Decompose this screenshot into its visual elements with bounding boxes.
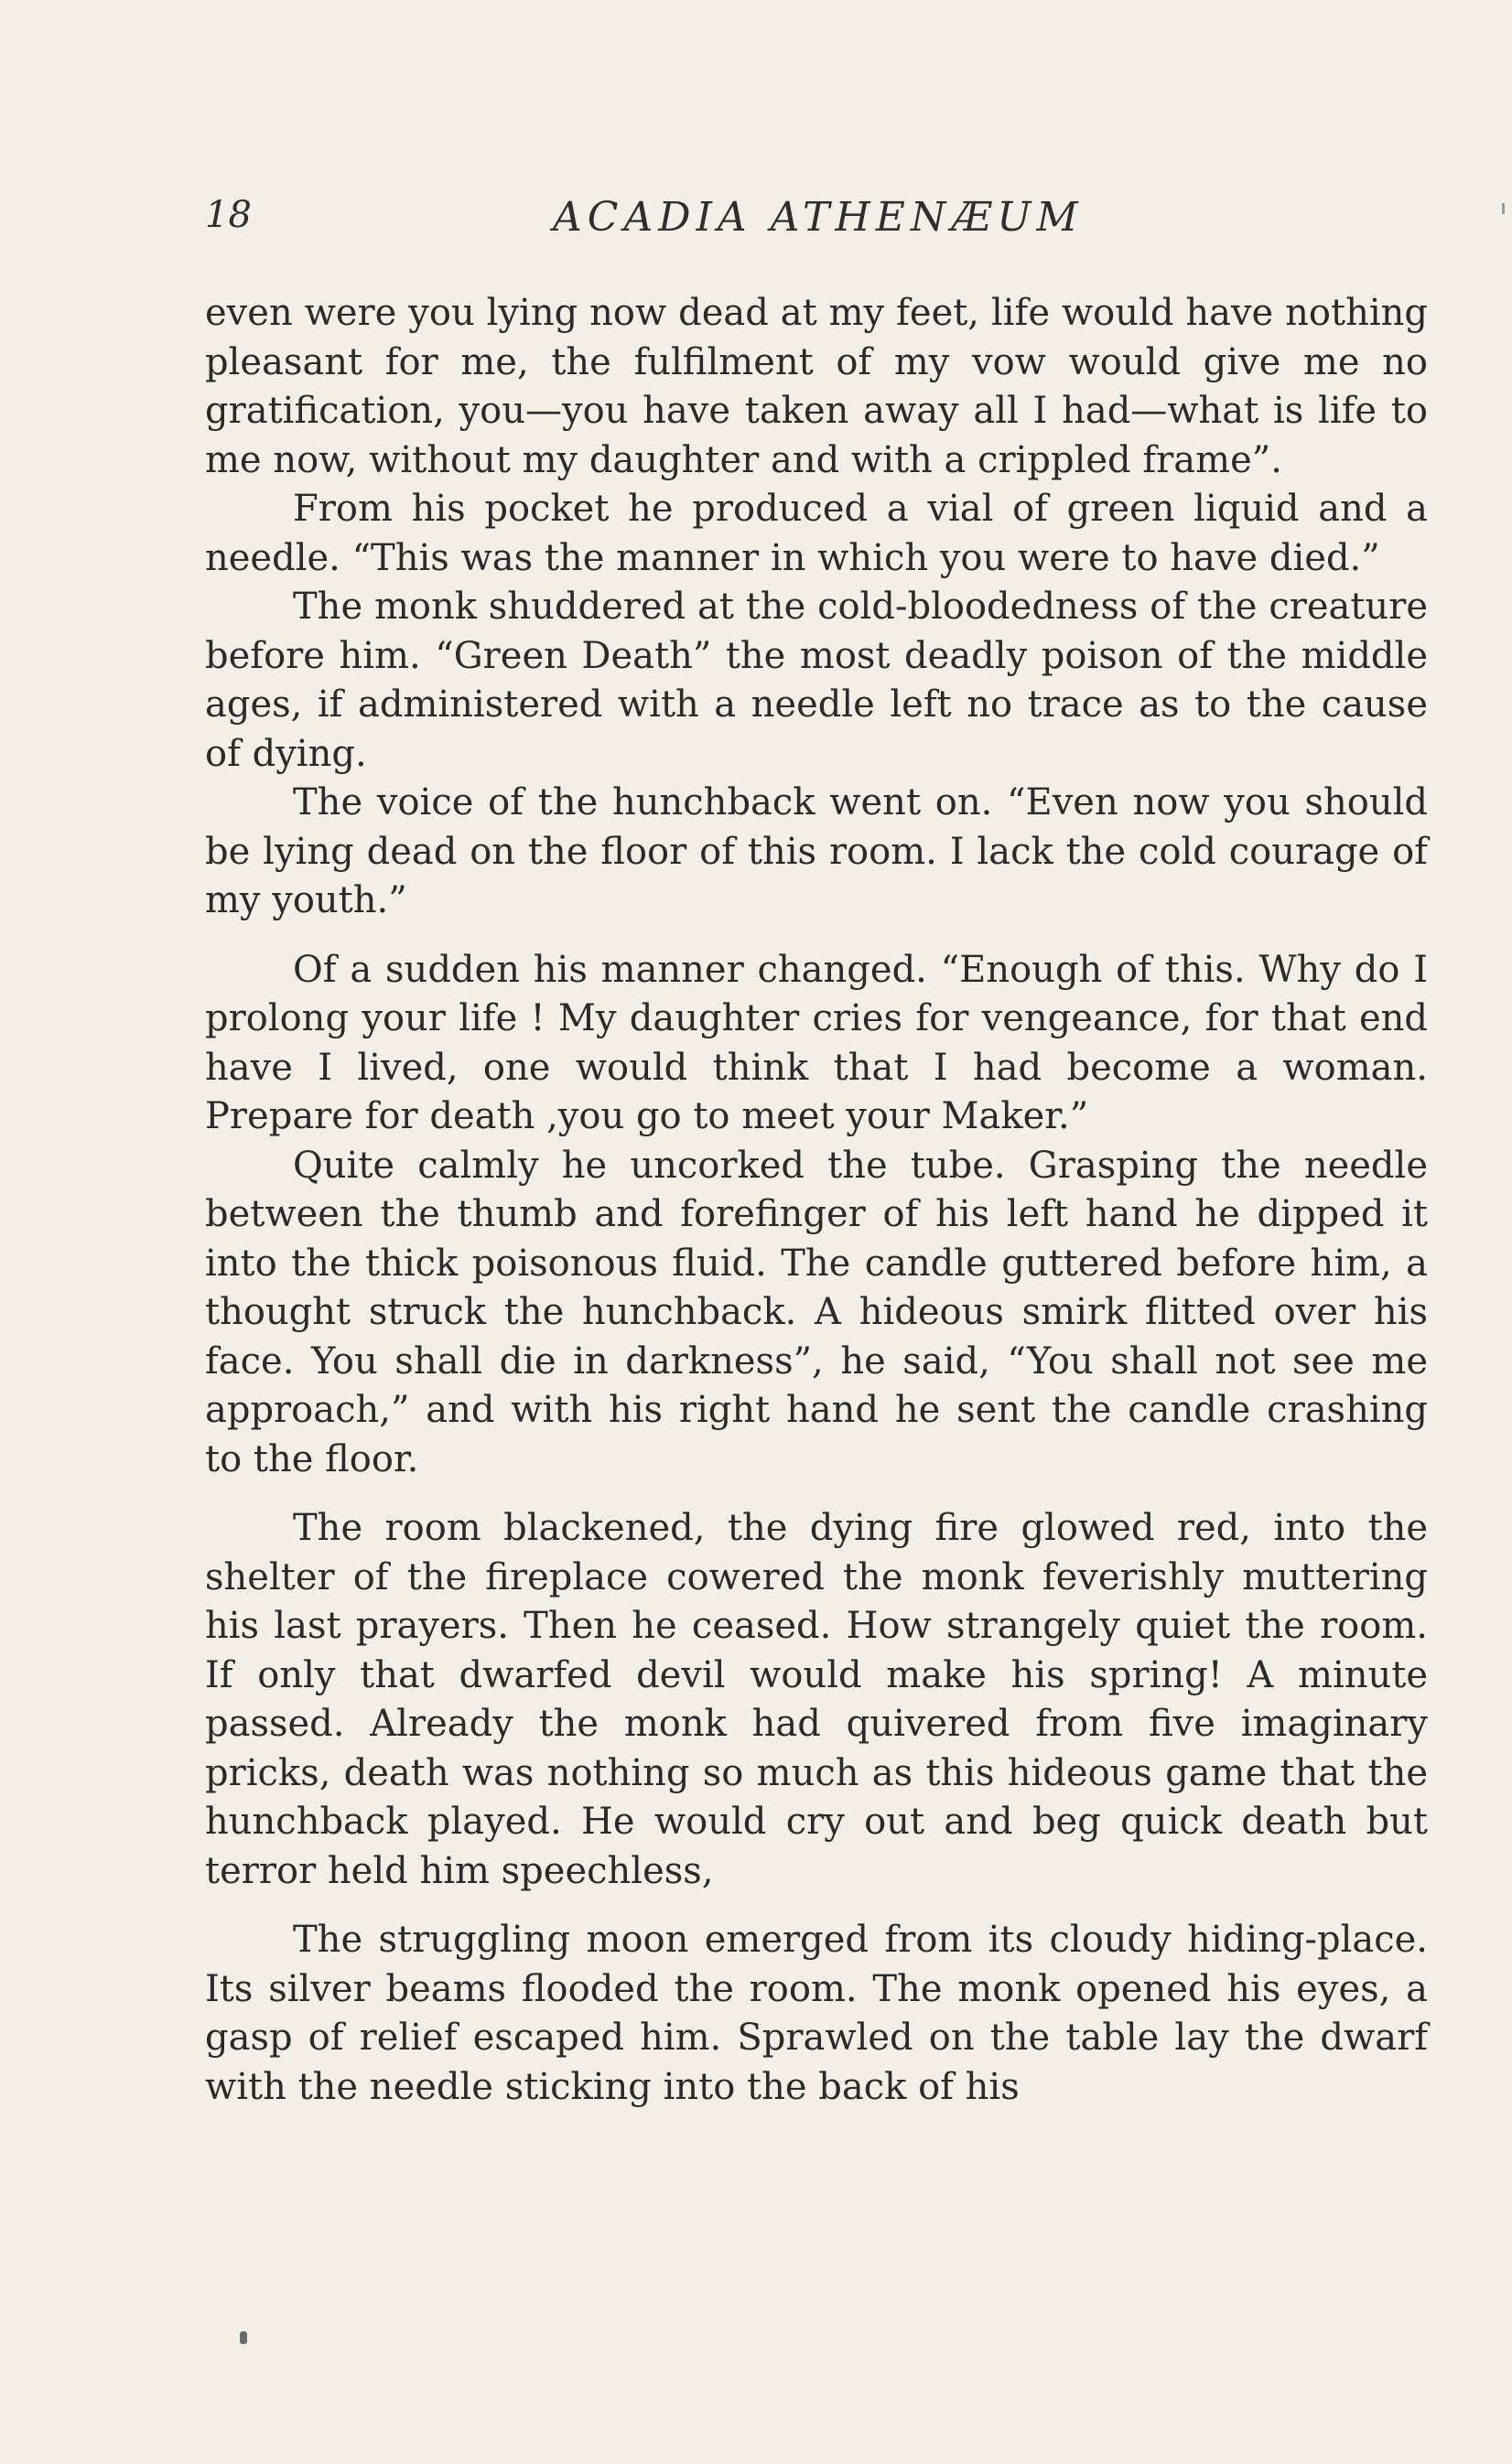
paragraph-5: Of a sudden his manner changed. “Enough of this. Why do I prolong your life ! My daughter cries for vengeance, for that end have I lived, one would think that I had become a woman. Prepare for death ,you go to meet your Maker.”	[205, 948, 1428, 1137]
page-header	[205, 194, 1428, 249]
ink-speck	[240, 2331, 247, 2344]
paragraph-8: The struggling moon emerged from its cloudy hiding-place. Its silver beams flooded the room. The monk opened his eyes, a gasp of relief escaped him. Sprawled on the table lay the dwarf with the needle sticking into the back of his	[205, 1919, 1428, 2108]
body-text	[205, 289, 1428, 2112]
running-head: ACADIA ATHENÆUM	[553, 194, 1084, 241]
paragraph-4: The voice of the hunchback went on. “Even now you should be lying dead on the floor of this room. I lack the cold courage of my youth.”	[205, 781, 1428, 921]
paragraph-2: From his pocket he produced a vial of green liquid and a needle. “This was the manner in which you were to have died.”	[205, 488, 1428, 579]
paragraph-7: The room blackened, the dying fire glowed red, into the shelter of the fireplace cowered the monk feverishly muttering his last prayers. Then he ceased. How strangely quiet the room. If only that dwarfed devil would make his spring! A minute passed. Already the monk had quivered from five imaginary pricks, death was nothing so much as this hideous game that the hunchback played. He would cry out and beg quick death but terror held him speechless,	[205, 1507, 1428, 1892]
page-number: 18	[205, 194, 252, 236]
paragraph-1: even were you lying now dead at my feet, life would have nothing pleasant for me, the fulfilment of my vow would give me no gratification, you—you have taken away all I had—what is life to me now, without my daughter and with a crippled frame”.	[205, 292, 1428, 481]
paragraph-6: Quite calmly he uncorked the tube. Grasping the needle between the thumb and forefinger of his left hand he dipped it into the thick poisonous fluid. The candle guttered before him, a thought struck the hunchback. A hideous smirk flitted over his face. You shall die in darkness”, he said, “You shall not see me approach,” and with his right hand he sent the candle crashing to the floor.	[205, 1144, 1428, 1480]
page-edge-mark	[1502, 203, 1505, 214]
paragraph-3: The monk shuddered at the cold-bloodedness of the creature before him. “Green Death” the most deadly poison of the middle ages, if administered with a needle left no trace as to the cause of dying.	[205, 586, 1428, 775]
